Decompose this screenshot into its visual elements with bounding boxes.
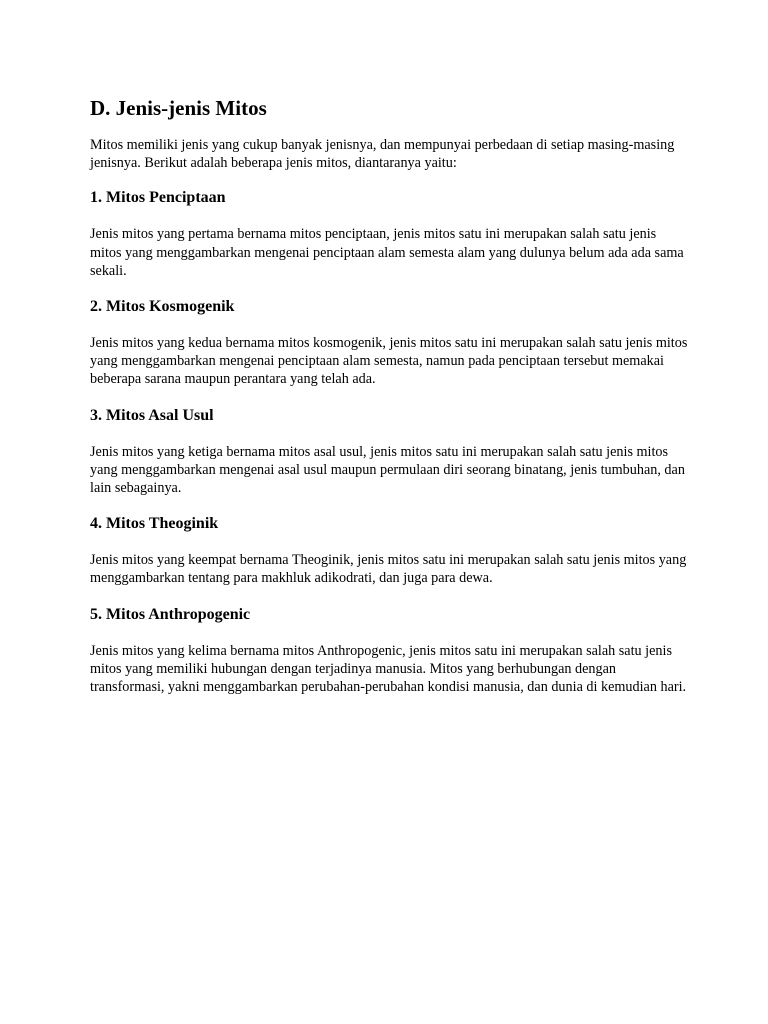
page-title: D. Jenis-jenis Mitos [90,96,267,120]
section-body: Jenis mitos yang ketiga bernama mitos asal usul, jenis mitos satu ini merupakan salah satu jenis mitos yang menggambarkan mengenai asal usul maupun permulaan diri seorang binatang, jenis tumbuhan, dan lain sebagainya. [90,443,685,497]
section-mitos-theoginik [90,514,690,587]
section-heading: 1. Mitos Penciptaan [90,189,226,207]
section-mitos-anthropogenic [90,605,690,697]
section-mitos-penciptaan [90,188,690,280]
section-body: Jenis mitos yang kedua bernama mitos kosmogenik, jenis mitos satu ini merupakan salah satu jenis mitos yang menggambarkan mengenai penciptaan alam semesta, namun pada penciptaan tersebut memakai beberapa sarana maupun perantara yang telah ada. [90,335,688,388]
intro-paragraph: Mitos memiliki jenis yang cukup banyak jenisnya, dan mempunyai perbedaan di setiap masing-masing jenisnya. Berikut adalah beberapa jenis mitos, diantaranya yaitu: [90,137,675,172]
section-body: Jenis mitos yang kelima bernama mitos Anthropogenic, jenis mitos satu ini merupakan salah satu jenis mitos yang memiliki hubungan dengan terjadinya manusia. Mitos yang berhubungan dengan transformasi, yakni menggambarkan perubahan-perubahan kondisi manusia, dan dunia di kemudian hari. [90,642,687,696]
section-heading: 2. Mitos Kosmogenik [90,298,235,316]
section-mitos-asal-usul [90,406,690,498]
section-body: Jenis mitos yang pertama bernama mitos penciptaan, jenis mitos satu ini merupakan salah satu jenis mitos yang menggambarkan mengenai penciptaan alam semesta alam yang dulunya belum ada ada sama sekali. [90,226,684,279]
section-body: Jenis mitos yang keempat bernama Theoginik, jenis mitos satu ini merupakan salah satu jenis mitos yang menggambarkan tentang para makhluk adikodrati, dan juga para dewa. [90,552,687,587]
section-mitos-kosmogenik [90,297,690,389]
document-page [90,95,690,713]
section-heading: 3. Mitos Asal Usul [90,406,214,424]
section-heading: 5. Mitos Anthropogenic [90,605,251,623]
section-heading: 4. Mitos Theoginik [90,515,219,533]
